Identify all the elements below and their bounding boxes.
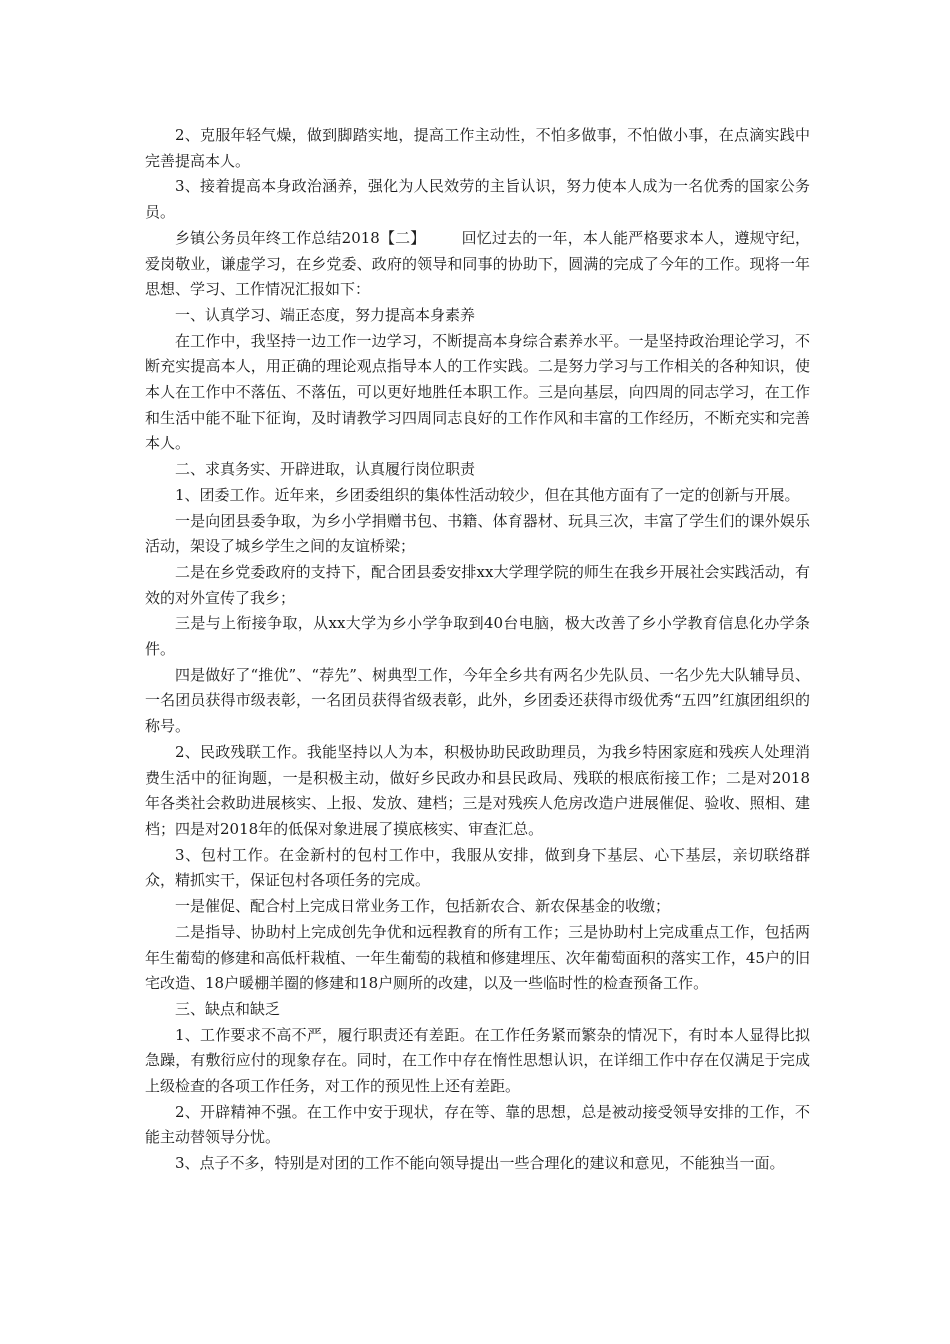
- paragraph: 二是指导、协助村上完成创先争优和远程教育的所有工作；三是协助村上完成重点工作，包括两年生葡萄的修建和高低杆栽植、一年生葡萄的栽植和修建埋压、次年葡萄面积的落实工作，45户的旧宅改造、18户暖棚羊圈的修建和18户厕所的改建，以及一些临时性的检查预备工作。: [145, 922, 810, 993]
- subheading: 二、求真务实、开辟进取，认真履行岗位职责: [175, 460, 476, 479]
- paragraph: 在工作中，我坚持一边工作一边学习，不断提高本身综合素养水平。一是坚持政治理论学习，不断充实提高本人，用正确的理论观点指导本人的工作实践。二是努力学习与工作相关的各种知识，使本人在工作中不落伍、不落伍，可以更好地胜任本职工作。三是向基层，向四周的同志学习，在工作和生活中能不耻下征询，及时请教学习四周同志良好的工作作风和丰富的工作经历，不断充实和完善本人。: [145, 331, 810, 453]
- subheading: 三、缺点和缺乏: [175, 999, 281, 1018]
- paragraph: 一是催促、配合村上完成日常业务工作，包括新农合、新农保基金的收缴；: [175, 897, 671, 916]
- paragraph: 2、克服年轻气燥，做到脚踏实地，提高工作主动性，不怕多做事，不怕做小事，在点滴实践中完善提高本人。: [145, 126, 810, 170]
- paragraph-with-heading: [145, 226, 810, 303]
- document-body: [145, 123, 810, 1177]
- paragraph: 一是向团县委争取，为乡小学捐赠书包、书籍、体育器材、玩具三次，丰富了学生们的课外娱乐活动，架设了城乡学生之间的友谊桥梁；: [145, 511, 810, 556]
- paragraph: 3、接着提高本身政治涵养，强化为人民效劳的主旨认识，努力使本人成为一名优秀的国家公务员。: [145, 177, 810, 222]
- paragraph-text: 回忆过去的一年，本人能严格要求本人，遵规守纪，爱岗敬业，谦虚学习，在乡党委、政府的领导和同事的协助下，圆满的完成了今年的工作。现将一年思想、学习、工作情况汇报如下：: [145, 228, 810, 299]
- paragraph: 3、点子不多，特别是对团的工作不能向领导提出一些合理化的建议和意见，不能独当一面。: [175, 1154, 785, 1173]
- paragraph: 二是在乡党委政府的支持下，配合团县委安排xx大学理学院的师生在我乡开展社会实践活动，有效的对外宣传了我乡；: [145, 562, 810, 607]
- paragraph: 三是与上衔接争取，从xx大学为乡小学争取到40台电脑，极大改善了乡小学教育信息化办学条件。: [145, 614, 810, 659]
- paragraph: 2、开辟精神不强。在工作中安于现状，存在等、靠的思想，总是被动接受领导安排的工作，不能主动替领导分忧。: [145, 1102, 810, 1147]
- section-heading: 乡镇公务员年终工作总结2018【二】: [175, 228, 426, 247]
- paragraph: 1、团委工作。近年来，乡团委组织的集体性活动较少，但在其他方面有了一定的创新与开展。: [175, 485, 800, 504]
- paragraph: 1、工作要求不高不严，履行职责还有差距。在工作任务紧而繁杂的情况下，有时本人显得比拟急躁，有敷衍应付的现象存在。同时，在工作中存在惰性思想认识，在详细工作中存在仅满足于完成上级检查的各项工作任务，对工作的预见性上还有差距。: [145, 1025, 810, 1096]
- paragraph: 2、民政残联工作。我能坚持以人为本，积极协助民政助理员，为我乡特困家庭和残疾人处理消费生活中的征询题，一是积极主动，做好乡民政办和县民政局、残联的根底衔接工作；二是对2018年各类社会救助进展核实、上报、发放、建档；三是对残疾人危房改造户进展催促、验收、照相、建档；四是对2018年的低保对象进展了摸底核实、审查汇总。: [145, 742, 810, 838]
- paragraph: 四是做好了“推优”、“荐先”、树典型工作，今年全乡共有两名少先队员、一名少先大队辅导员、一名团员获得市级表彰，一名团员获得省级表彰，此外，乡团委还获得市级优秀“五四”红旗团组织的称号。: [145, 665, 810, 736]
- subheading: 一、认真学习、端正态度，努力提高本身素养: [175, 305, 476, 324]
- paragraph: 3、包村工作。在金新村的包村工作中，我服从安排，做到身下基层、心下基层，亲切联络群众，精抓实干，保证包村各项任务的完成。: [145, 845, 810, 890]
